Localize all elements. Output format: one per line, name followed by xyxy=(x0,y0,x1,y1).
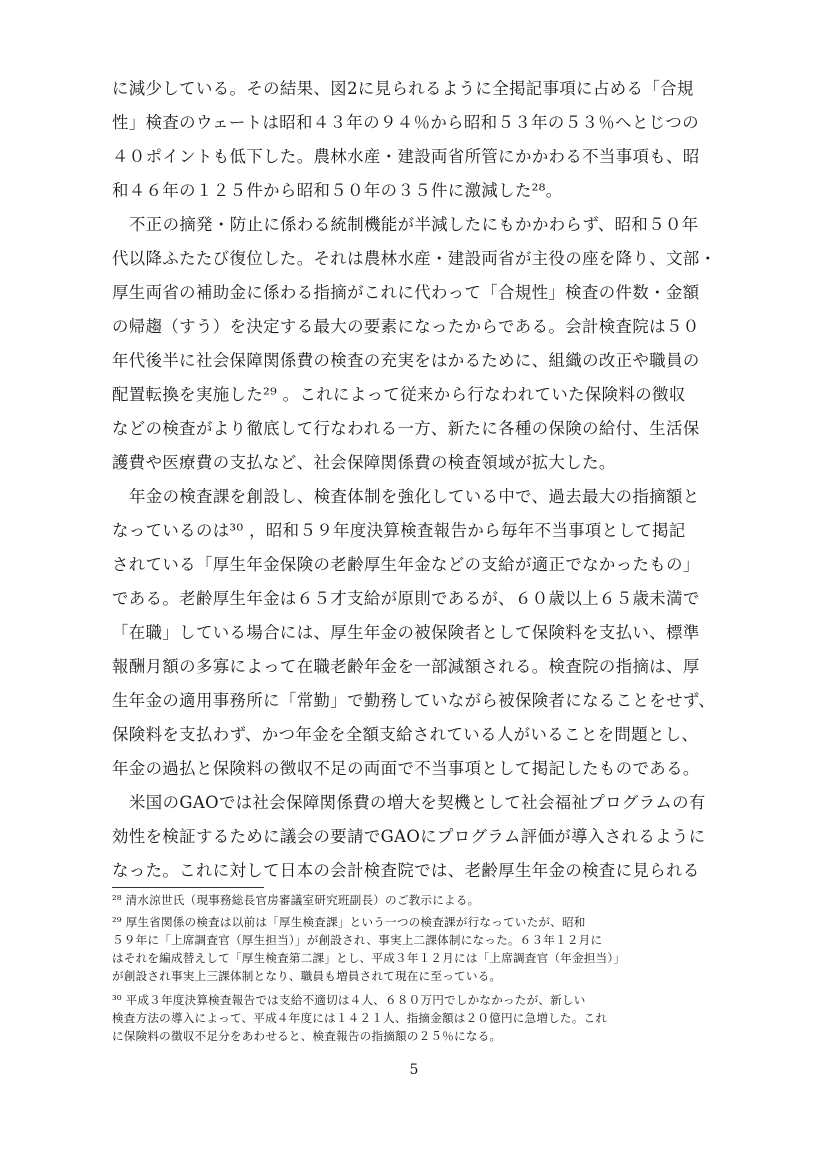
body-line: 年代後半に社会保障関係費の検査の充実をはかるために、組織の改正や職員の xyxy=(112,351,700,370)
footnote-28: ²⁸ 清水涼世氏（現事務総長官房審議室研究班副長）のご教示による。 xyxy=(112,893,480,907)
body-line: 和４６年の１２５件から昭和５０年の３５件に激減した²⁸。 xyxy=(112,181,563,200)
body-line: 配置転換を実施した²⁹ 。これによって従来から行なわれていた保険料の徴収 xyxy=(112,385,686,404)
body-line: 生年金の適用事務所に「常勤」で勤務していながら被保険者になることをせず、 xyxy=(112,691,716,710)
body-line: 年金の過払と保険料の徴収不足の両面で不当事項として掲記したものである。 xyxy=(112,759,700,778)
body-line: 保険料を支払わず、かつ年金を全額支給されている人がいることを問題とし、 xyxy=(112,725,699,744)
footnote-30: ³⁰ 平成３年度決算検査報告では支給不適切は４人、６８０万円でしかなかったが、新しい xyxy=(112,993,586,1007)
body-line: なった。これに対して日本の会計検査院では、老齢厚生年金の検査に見られる xyxy=(112,861,700,880)
body-line: 効性を検証するために議会の要請でGAOにプログラム評価が導入されるように xyxy=(112,827,706,846)
body-line: 「在職」している場合には、厚生年金の被保険者として保険料を支払い、標準 xyxy=(112,623,700,642)
body-line: の帰趨（すう）を決定する最大の要素になったからである。会計検査院は５０ xyxy=(112,317,700,336)
body-line: である。老齢厚生年金は６５才支給が原則であるが、６０歳以上６５歳未満で xyxy=(112,589,700,608)
body-line: 厚生両省の補助金に係わる指摘がこれに代わって「合規性」検査の件数・金額 xyxy=(112,283,700,302)
body-line: 年金の検査課を創設し、検査体制を強化している中で、過去最大の指摘額と xyxy=(129,487,700,506)
body-line: されている「厚生年金保険の老齢厚生年金などの支給が適正でなかったもの」 xyxy=(112,555,700,574)
footnote-line: が創設され事実上三課体制となり、職員も増員されて現在に至っている。 xyxy=(112,969,502,983)
footnote-divider xyxy=(112,887,264,888)
body-line: 不正の摘発・防止に係わる統制機能が半減したにもかかわらず、昭和５０年 xyxy=(129,215,699,234)
body-line: なっているのは³⁰ ，昭和５９年度決算検査報告から毎年不当事項として掲記 xyxy=(112,521,686,540)
body-line: ４０ポイントも低下した。農林水産・建設両省所管にかかわる不当事項も、昭 xyxy=(112,147,700,166)
body-line: 護費や医療費の支払など、社会保障関係費の検査領域が拡大した。 xyxy=(112,453,616,472)
footnote-line: 検査方法の導入によって、平成４年度には１４２１人、指摘金額は２０億円に急増した。これ xyxy=(112,1011,608,1025)
footnote-line: に保険料の徴収不足分をあわせると、検査報告の指摘額の２５％になる。 xyxy=(112,1029,502,1043)
body-line: 米国のGAOでは社会保障関係費の増大を契機として社会福祉プログラムの有 xyxy=(129,793,706,812)
footnote-line: はそれを編成替えして「厚生検査第二課」とし、平成３年１２月には「上席調査官（年金担当）」 xyxy=(112,951,626,965)
body-line: に減少している。その結果、図2に見られるように全掲記事項に占める「合規 xyxy=(112,79,694,98)
body-line: 性」検査のウェートは昭和４３年の９４％から昭和５３年の５３％へとじつの xyxy=(112,113,700,132)
page-number: 5 xyxy=(409,1062,419,1078)
footnote-29: ²⁹ 厚生省関係の検査は以前は「厚生検査課」という一つの検査課が行なっていたが、昭和 xyxy=(112,915,586,929)
body-line: 代以降ふたたび復位した。それは農林水産・建設両省が主役の座を降り、文部・ xyxy=(112,249,717,268)
body-line: などの検査がより徹底して行なわれる一方、新たに各種の保険の給付、生活保 xyxy=(112,419,700,438)
footnote-line: ５９年に「上席調査官（厚生担当）」が創設され、事実上二課体制になった。６３年１２月に xyxy=(112,933,603,947)
body-line: 報酬月額の多寡によって在職老齢年金を一部減額される。検査院の指摘は、厚 xyxy=(112,657,700,676)
